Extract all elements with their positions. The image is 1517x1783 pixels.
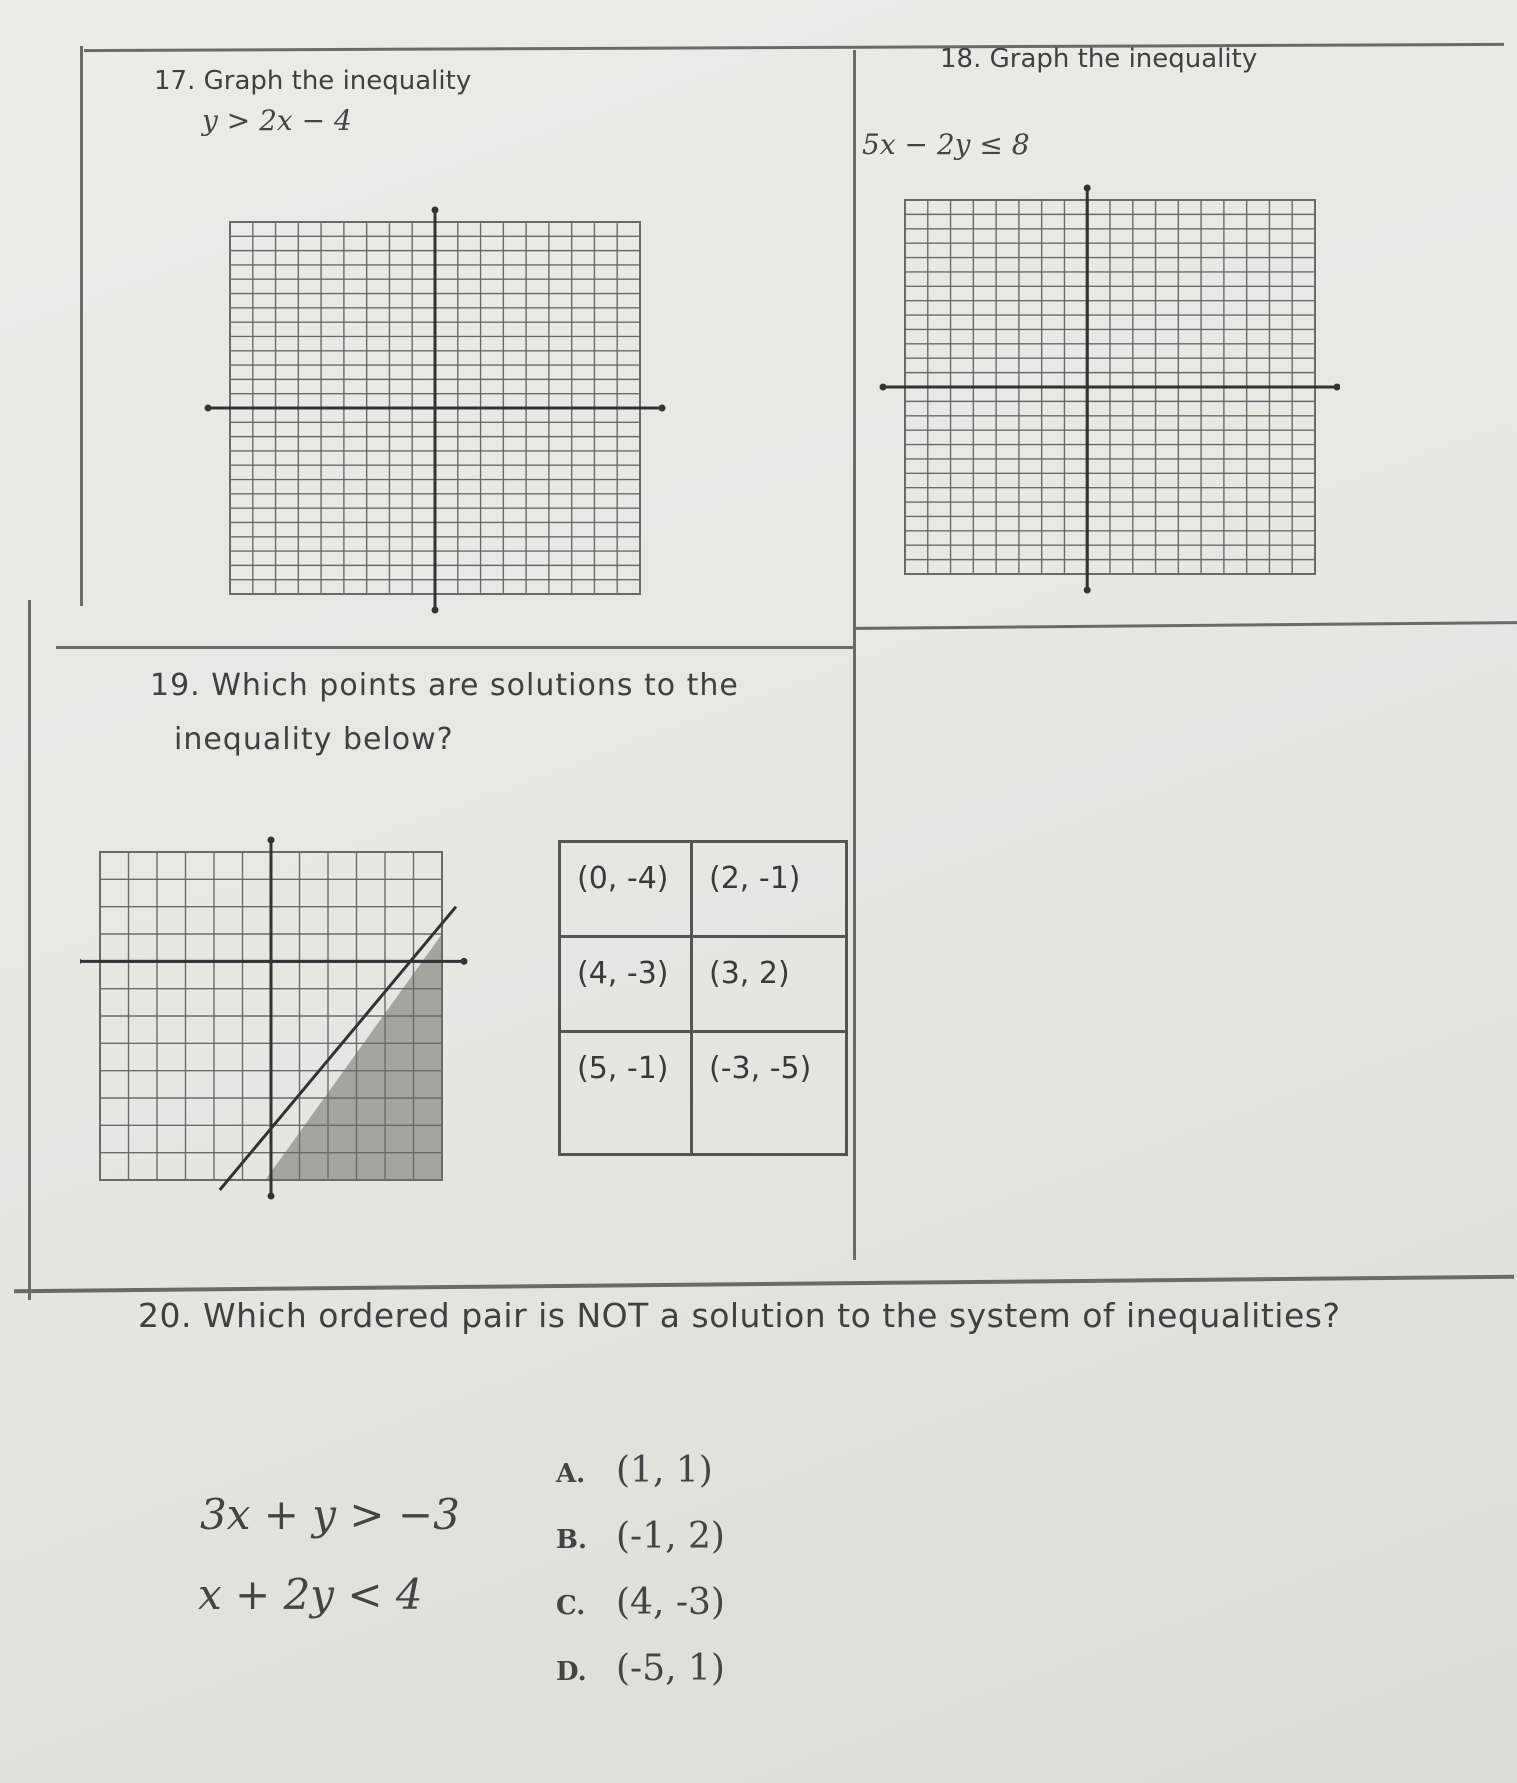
point-cell[interactable]: (3, 2): [692, 937, 847, 1032]
q17-prompt: 17. Graph the inequality: [154, 66, 472, 96]
q20-choice-d[interactable]: [556, 1648, 725, 1689]
y-axis-arrow-icon: [1084, 185, 1091, 192]
q20-choice-c[interactable]: [556, 1582, 725, 1623]
q20-prompt: 20. Which ordered pair is NOT a solution to the system of inequalities?: [138, 1296, 1341, 1335]
left-border-line-upper: [80, 46, 83, 606]
y-axis-arrow-icon: [1084, 587, 1091, 594]
q19-prompt-line2: inequality below?: [174, 722, 454, 757]
q18-prompt: 18. Graph the inequality: [940, 44, 1258, 74]
point-cell[interactable]: (5, -1): [560, 1032, 692, 1155]
q17-inequality: y > 2x − 4: [202, 104, 352, 137]
q19-shaded-graph: [80, 830, 480, 1210]
choice-letter: D.: [556, 1657, 587, 1687]
point-cell[interactable]: (2, -1): [692, 842, 847, 937]
choice-letter: A.: [556, 1459, 586, 1489]
q17-coordinate-grid[interactable]: [200, 200, 680, 620]
y-axis-arrow-icon: [268, 837, 275, 844]
row1-divider-line: [56, 646, 856, 649]
top-border-line: [84, 43, 1504, 52]
q18-inequality: 5x − 2y ≤ 8: [862, 128, 1030, 161]
solution-region: [265, 934, 442, 1180]
x-axis-arrow-icon: [1334, 384, 1341, 391]
q19-points-table: [558, 840, 848, 1156]
q20-choice-b[interactable]: [556, 1516, 725, 1557]
choice-value: (-1, 2): [616, 1516, 725, 1557]
choice-value: (4, -3): [616, 1582, 725, 1623]
x-axis-arrow-icon: [205, 405, 212, 412]
x-axis-arrow-icon: [461, 958, 468, 965]
table-row: [560, 1032, 847, 1155]
y-axis-arrow-icon: [432, 207, 439, 214]
point-cell[interactable]: (-3, -5): [692, 1032, 847, 1155]
left-border-line: [28, 600, 31, 1300]
choice-letter: B.: [556, 1525, 588, 1555]
q20-system-ineq-1: 3x + y > −3: [200, 1490, 460, 1539]
center-divider-line: [853, 50, 856, 1260]
table-row: [560, 937, 847, 1032]
q20-choice-a[interactable]: [556, 1450, 713, 1491]
point-cell[interactable]: (0, -4): [560, 842, 692, 937]
q19-prompt-line1: 19. Which points are solutions to the: [150, 668, 739, 703]
x-axis-arrow-icon: [880, 384, 887, 391]
choice-value: (1, 1): [616, 1450, 713, 1491]
q20-system-ineq-2: x + 2y < 4: [198, 1570, 423, 1619]
x-axis-arrow-icon: [80, 958, 82, 965]
table-row: [560, 842, 847, 937]
choice-letter: C.: [556, 1591, 586, 1621]
q18-coordinate-grid[interactable]: [860, 180, 1340, 610]
y-axis-arrow-icon: [432, 607, 439, 614]
x-axis-arrow-icon: [659, 405, 666, 412]
row2-divider-line: [14, 1275, 1514, 1293]
row1-divider-line-right: [855, 621, 1517, 630]
y-axis-arrow-icon: [268, 1193, 275, 1200]
choice-value: (-5, 1): [616, 1648, 725, 1689]
point-cell[interactable]: (4, -3): [560, 937, 692, 1032]
